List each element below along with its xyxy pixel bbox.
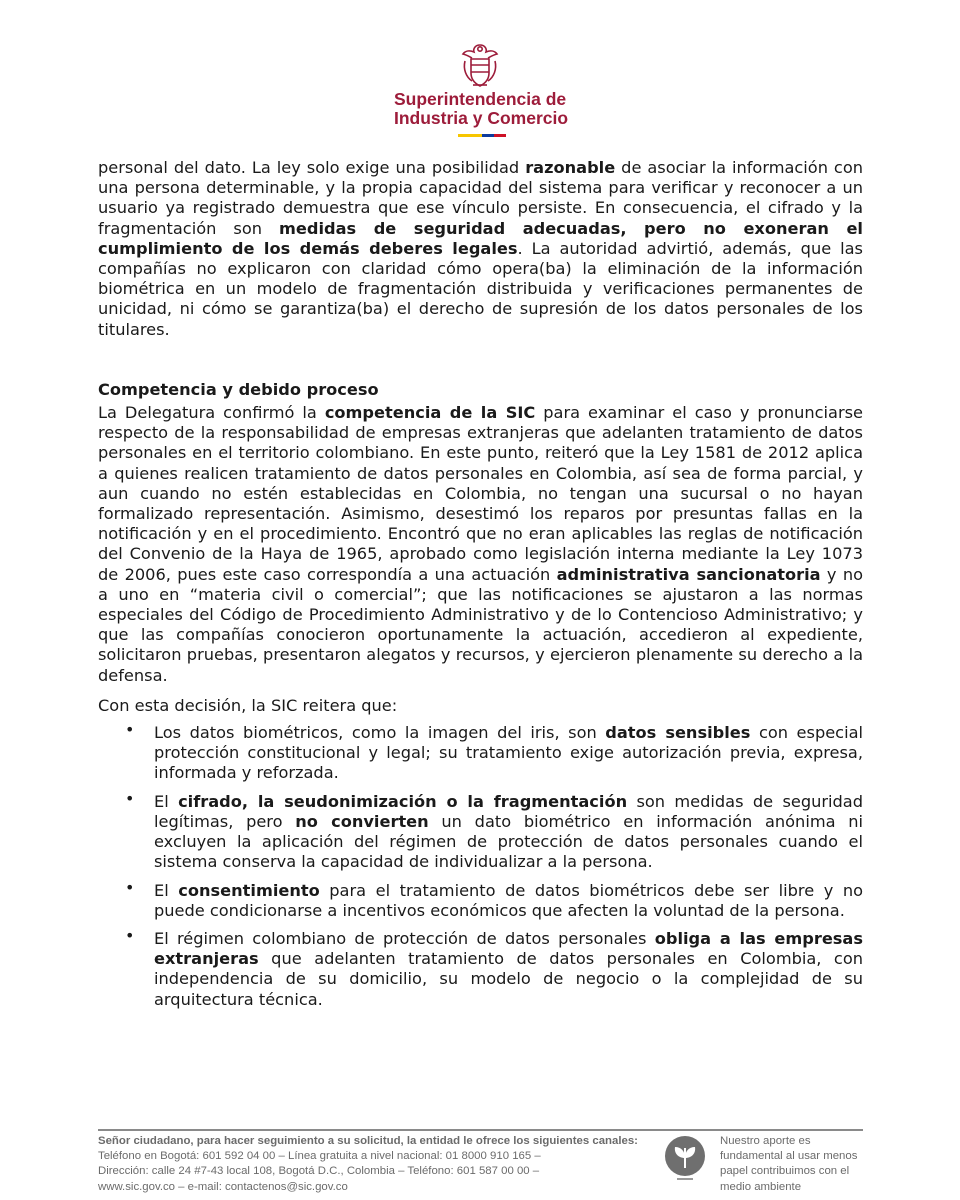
bullet-bold-d: no convierten — [295, 811, 429, 831]
bullet-text-a: El régimen colombiano de protección de datos personales — [154, 928, 655, 948]
document-body — [98, 158, 863, 1018]
competence-text-2: para examinar el caso y pronunciarse respecto de la responsabilidad de empresas extranjeras que adelanten tratamiento de datos personales en el territorio colombiano. En este punto, reiteró que la Ley 1581 de 2012 aplica a quienes realicen tratamiento de datos personales en Colombia, así sea de forma parcial, y aun cuando no estén establecidas en Colombia, no tengan una sucursal o no hayan formalizado representación. Asimismo, desestimó los reparos por presuntas fallas en la notificación y en el procedimiento. Encontró que no eran aplicables las reglas de notificación del Convenio de la Haya de 1965, aprobado como legislación interna mediante la Ley 1073 de 2006, pues este caso correspondía a una actuación — [98, 403, 864, 584]
conclusion-list — [98, 720, 864, 1010]
eco-line-3: papel contribuimos con el — [720, 1165, 850, 1178]
bullet-bold-b: consentimiento — [178, 880, 320, 900]
list-item — [98, 788, 864, 873]
flag-blue — [482, 134, 494, 137]
bullet-text-a: Los datos biométricos, como la imagen del iris, son — [154, 723, 606, 743]
list-item — [98, 720, 864, 784]
competence-paragraph — [98, 403, 863, 686]
competence-text-3: y no a uno en “materia civil o comercial”; que las notificaciones se ajustaron a las normas especiales del Código de Procedimiento Administrativo y de lo Contencioso Administrativo; y que las compañías conocieron oportunamente la actuación, accedieron al expediente, solicitaron pruebas, presentaron alegatos y recursos, y ejercieron plenamente su derecho a la defensa. — [98, 564, 863, 685]
bullet-text-e: un dato biométrico en información anónima ni excluyen la aplicación del régimen de protección de datos personales cuando el sistema conserva la capacidad de individualizar a la persona. — [154, 811, 863, 872]
intro-text-1: personal del dato. La ley solo exige una posibilidad — [98, 158, 526, 177]
organization-name-line2: Industria y Comercio — [394, 108, 569, 128]
flag-stripe — [458, 134, 506, 137]
organization-name — [394, 90, 614, 128]
footer-divider — [98, 1129, 863, 1131]
coat-of-arms-icon — [459, 41, 501, 89]
intro-bold-2: medidas de seguridad adecuadas, pero no exoneran el cumplimiento de los demás deberes legales — [98, 218, 863, 258]
bullet-icon: • — [125, 925, 135, 945]
intro-bold-1: razonable — [525, 158, 616, 177]
flag-yellow — [458, 134, 482, 137]
eco-line-4: medio ambiente — [720, 1180, 802, 1193]
bullet-bold-b: datos sensibles — [605, 723, 751, 743]
footer-eco-message — [720, 1134, 870, 1195]
bullet-text-c: con especial protección constitucional y legal; su tratamiento exige autorización previa, expresa, informada y reforzada. — [154, 723, 864, 783]
bullet-bold-b: obliga a las empresas extranjeras — [154, 928, 863, 969]
intro-text-3: . La autoridad advirtió, además, que las compañías no explicaron con claridad cómo opera(ba) la eliminación de la información biométrica en un modelo de fragmentación distribuida y verificaciones permanentes de unicidad, ni cómo se garantiza(ba) el derecho de supresión de los datos personales de los titulares. — [98, 238, 863, 339]
footer-contact — [98, 1134, 638, 1195]
conclusion-lead: Con esta decisión, la SIC reitera que: — [98, 695, 398, 715]
letterhead — [0, 0, 960, 150]
bullet-icon: • — [125, 877, 135, 897]
bullet-text-c: para el tratamiento de datos biométricos debe ser libre y no puede condicionarse a incentivos económicos que afecten la voluntad de la persona. — [154, 880, 863, 920]
eco-line-1: Nuestro aporte es — [720, 1135, 811, 1147]
competence-bold-1: competencia de la SIC — [324, 403, 536, 423]
competence-bold-2: administrativa sancionatoria — [556, 564, 821, 584]
flag-red — [494, 134, 506, 137]
bullet-text-a: El — [154, 880, 179, 900]
footer-line-1: Señor ciudadano, para hacer seguimiento a su solicitud, la entidad le ofrece los siguientes canales: — [98, 1135, 638, 1147]
bullet-text-c: son medidas de seguridad legítimas, pero — [154, 791, 864, 831]
eco-line-2: fundamental al usar menos — [720, 1150, 858, 1163]
bullet-text-c: que adelanten tratamiento de datos personales en Colombia, con independencia de su domicilio, su modelo de negocio o la complejidad de su arquitectura técnica. — [154, 949, 863, 1009]
list-item — [98, 877, 863, 921]
bullet-text-a: El — [154, 791, 179, 811]
footer-line-2: Teléfono en Bogotá: 601 592 04 00 – Línea gratuita a nivel nacional: 01 8000 910 165 – — [98, 1150, 541, 1163]
bullet-bold-b: cifrado, la seudonimización o la fragmentación — [178, 791, 628, 811]
footer-line-4: www.sic.gov.co – e-mail: contactenos@sic.gov.co — [98, 1180, 348, 1193]
intro-paragraph — [98, 158, 863, 340]
list-item — [98, 925, 863, 1010]
section-heading: Competencia y debido proceso — [98, 379, 379, 399]
bullet-icon: • — [125, 720, 135, 740]
competence-text-1: La Delegatura confirmó la — [98, 403, 325, 423]
leaf-icon — [664, 1134, 706, 1182]
bullet-icon: • — [125, 788, 135, 808]
organization-name-line1: Superintendencia de — [394, 89, 567, 109]
intro-text-2: de asociar la información con una persona determinable, y la propia capacidad del sistema para verificar y reconocer a un usuario ya registrado demuestra que ese vínculo persiste. En consecuencia, el cifrado y la fragmentación son — [98, 158, 863, 238]
footer-line-3: Dirección: calle 24 #7-43 local 108, Bogotá D.C., Colombia – Teléfono: 601 587 00 00 – — [98, 1165, 540, 1178]
